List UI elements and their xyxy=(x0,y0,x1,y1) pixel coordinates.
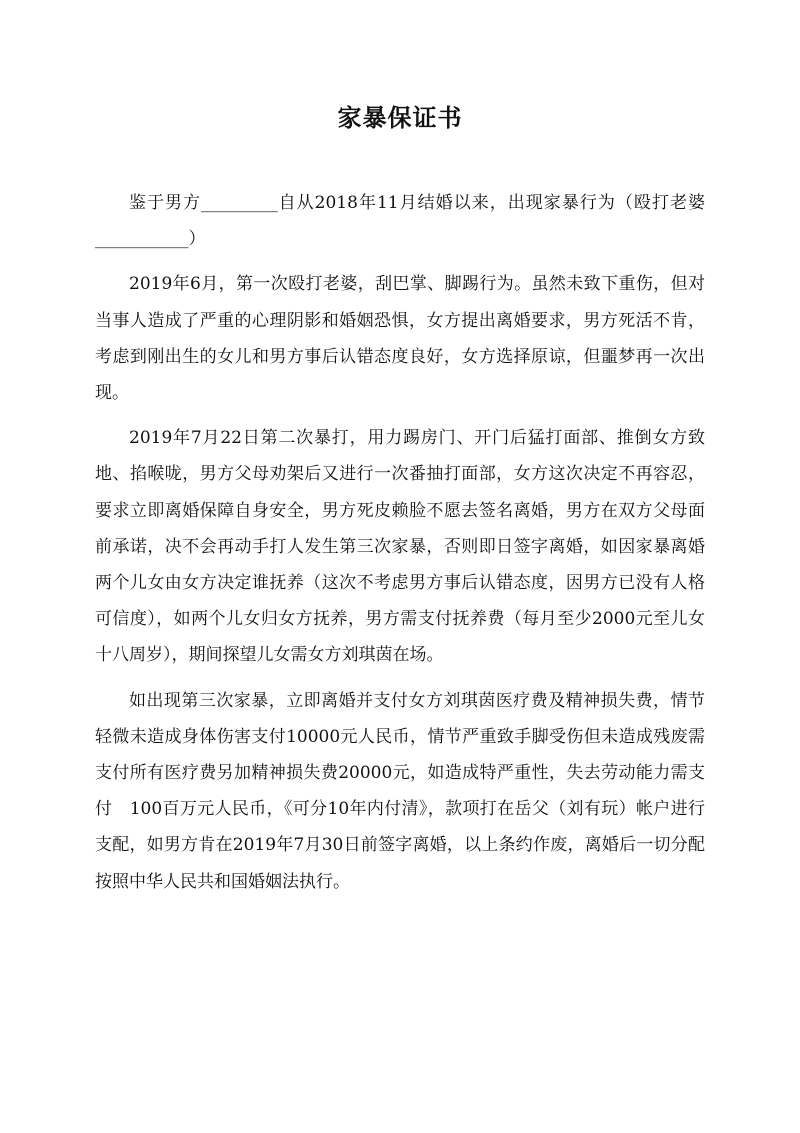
paragraph-intro: 鉴于男方_________自从2018年11月结婚以来，出现家暴行为（殴打老婆___________） xyxy=(95,193,705,250)
document-body xyxy=(95,185,705,909)
paragraph-second-incident: 2019年7月22日第二次暴打，用力踢房门、开门后猛打面部、推倒女方致地、掐喉咙，男方父母劝架后又进行一次番抽打面部，女方这次决定不再容忍，要求立即离婚保障自身安全，男方死皮赖脸不愿去签名离婚，男方在双方父母面前承诺，决不会再动手打人发生第三次家暴，否则即日签字离婚，如因家暴离婚两个儿女由女方决定谁抚养（这次不考虑男方事后认错态度，因男方已没有人格可信度），如两个儿女归女方抚养，男方需支付抚养费（每月至少2000元至儿女十八周岁），期间探望儿女需女方刘琪茵在场。 xyxy=(95,428,705,666)
document-title: 家暴保证书 xyxy=(337,103,463,132)
paragraph-first-incident: 2019年6月，第一次殴打老婆，刮巴掌、脚踢行为。虽然未致下重伤，但对当事人造成了严重的心理阴影和婚姻恐惧，女方提出离婚要求，男方死活不肯，考虑到刚出生的女儿和男方事后认错态度良好，女方选择原谅，但噩梦再一次出现。 xyxy=(95,274,705,404)
paragraph-third-incident-terms: 如出现第三次家暴，立即离婚并支付女方刘琪茵医疗费及精神损失费，情节轻微未造成身体伤害支付10000元人民币，情节严重致手脚受伤但未造成残废需支付所有医疗费另加精神损失费20000元，如造成特严重性，失去劳动能力需支付 100百万元人民币，《可分10年内付清》，款项打在岳父（刘有玩）帐户进行支配，如男方肯在2019年7月30日前签字离婚，以上条约作废，离婚后一切分配按照中华人民共和国婚姻法执行。 xyxy=(95,690,705,892)
